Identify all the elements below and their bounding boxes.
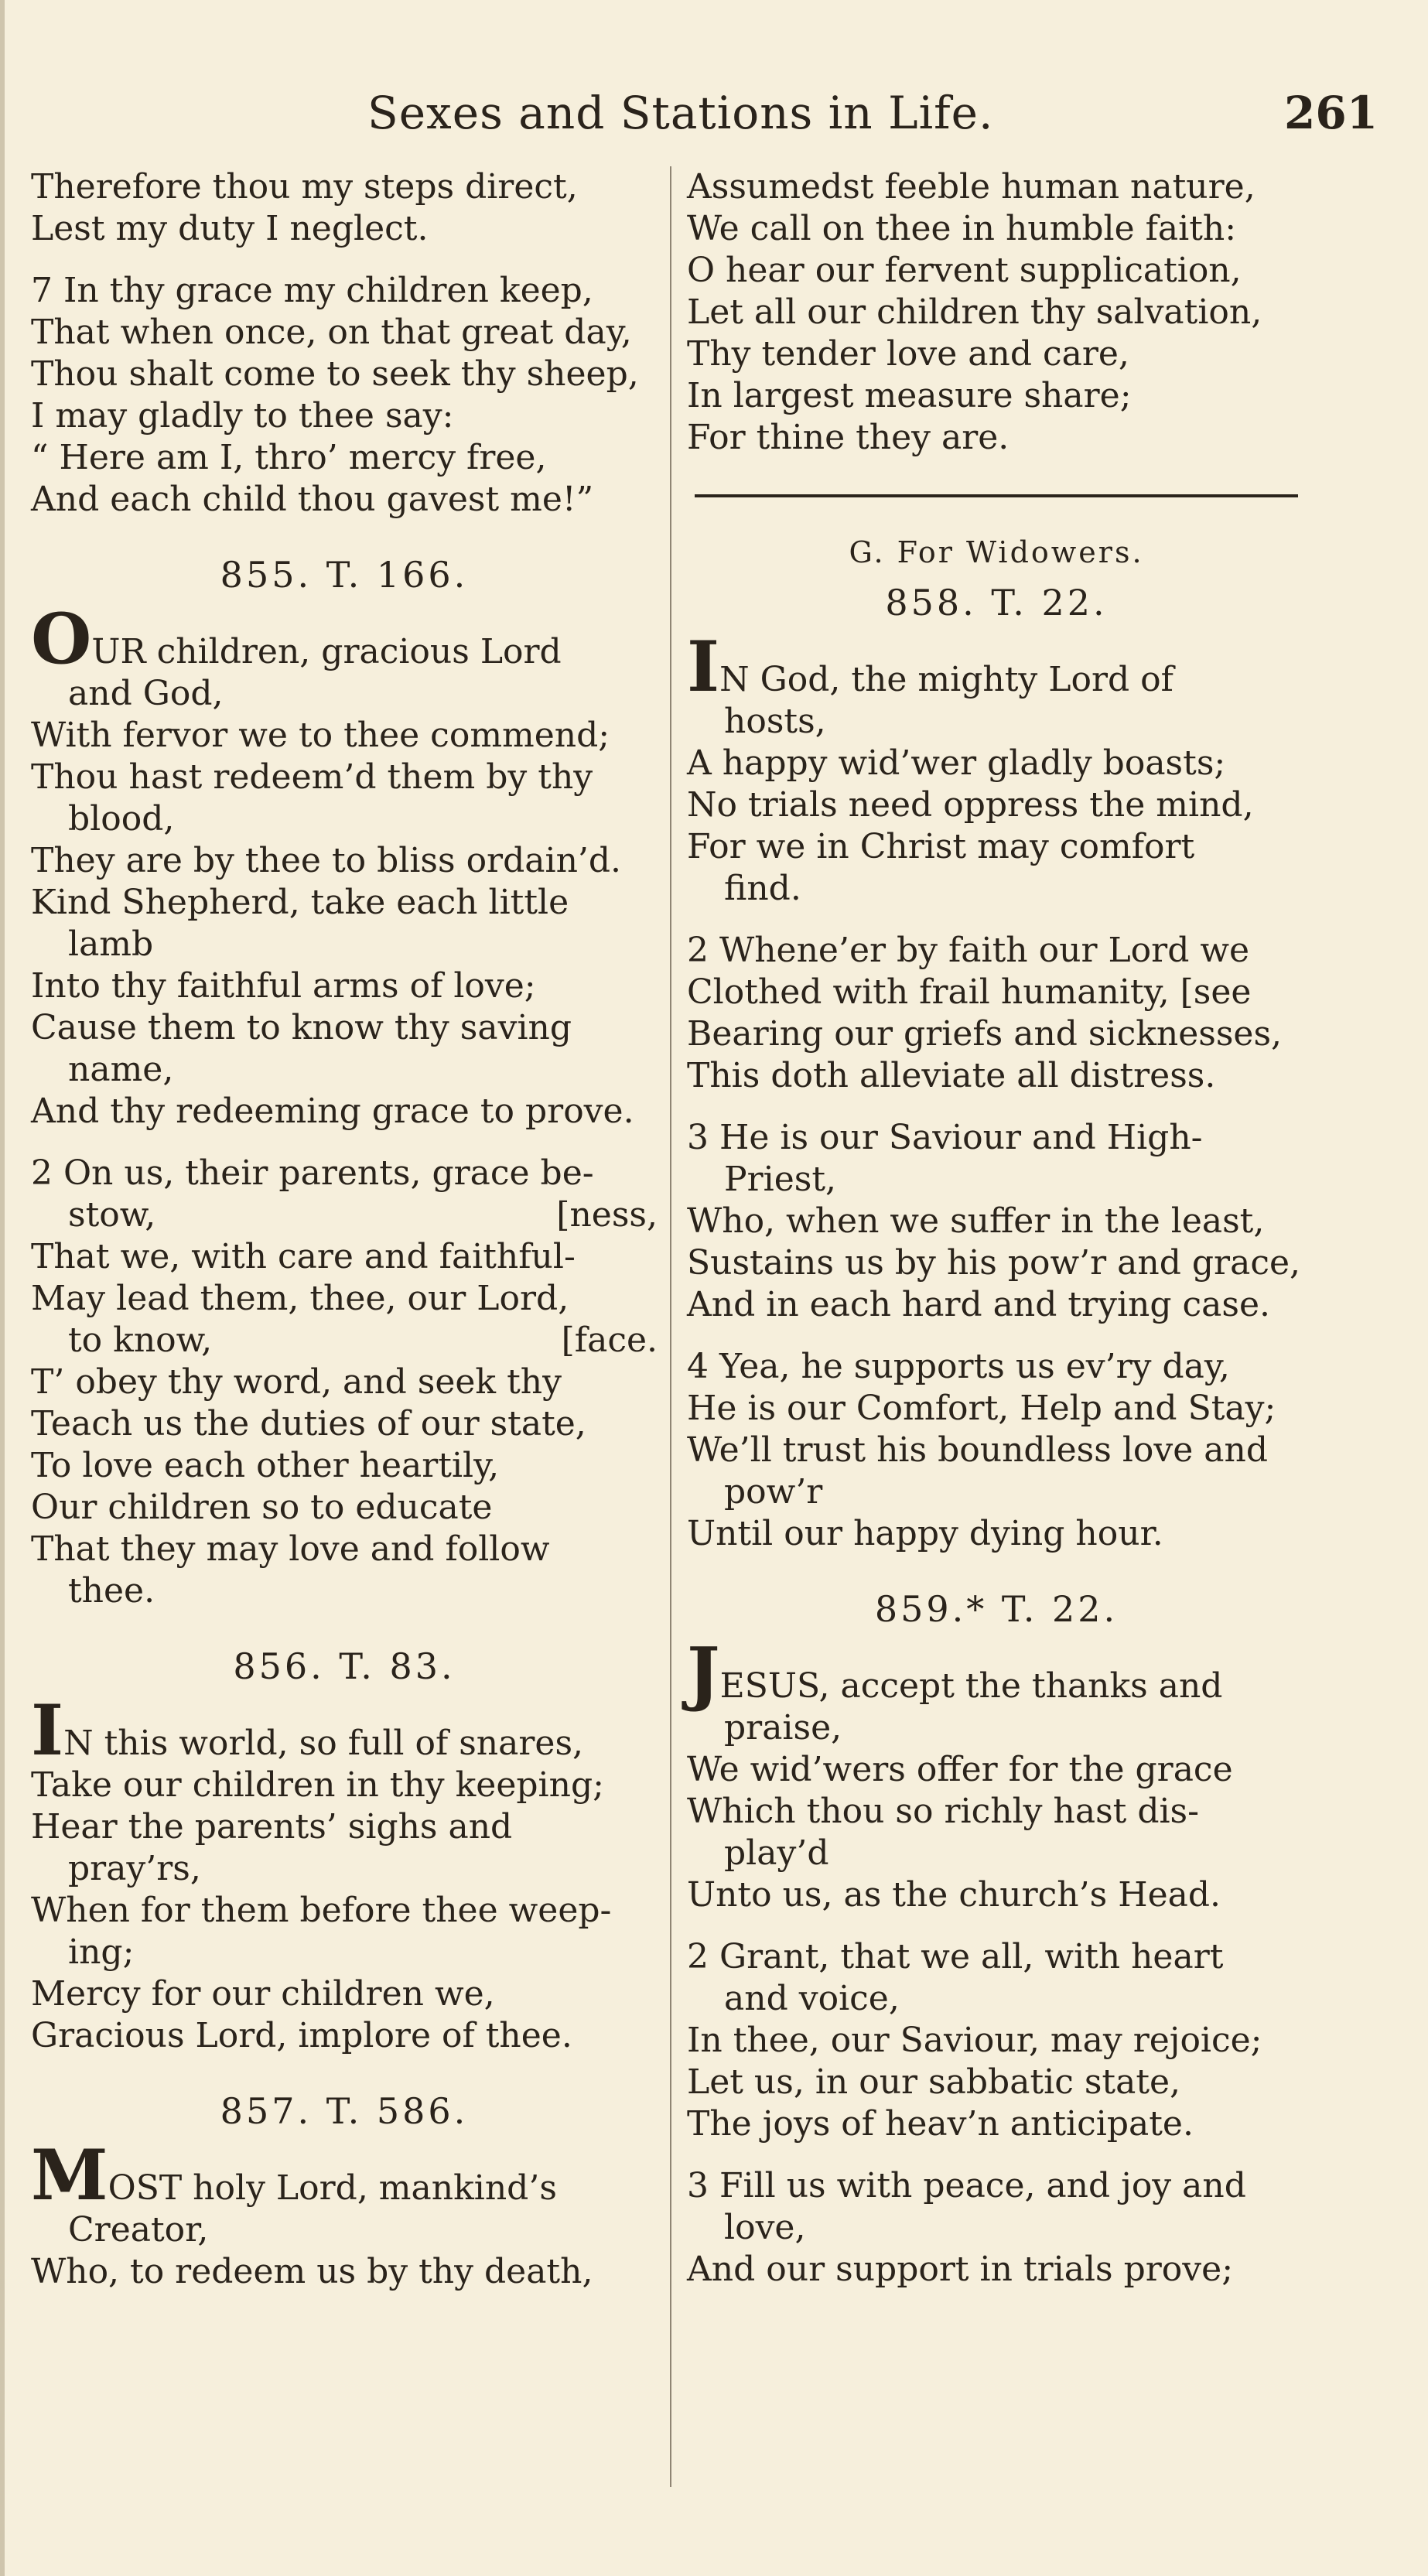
verse-line: 2 On us, their parents, grace be- [31,1153,594,1193]
verse-line: Into thy faithful arms of love; [31,966,536,1006]
verse-line: Thou shalt come to seek thy sheep, [31,354,639,394]
hymn-heading: 855. T. 166. [220,554,469,596]
verse-line: Who, to redeem us by thy death, [31,2252,593,2291]
verse-line: Sustains us by his pow’r and grace, [687,1243,1300,1283]
first-line-text: UR children, gracious Lord [91,632,562,671]
verse-line: No trials need oppress the mind, [687,785,1254,825]
verse-line [31,1194,658,1236]
verse-line: and voice, [724,1979,900,2018]
verse-line: Who, when we suffer in the least, [687,1201,1265,1241]
verse-line: We wid’wers offer for the grace [687,1750,1233,1789]
verse-line: That they may love and follow [31,1529,550,1569]
hymn-heading: 856. T. 83. [233,1645,456,1687]
verse-line: Kind Shepherd, take each little [31,883,569,922]
verse-line: To love each other heartily, [31,1446,500,1485]
verse-line: For we in Christ may comfort [687,827,1195,866]
page-edge [0,0,5,2576]
verse-line: In largest measure share; [687,376,1132,415]
verse-line: and God, [68,674,224,713]
verse-line: ing; [68,1932,135,1972]
drop-initial: O [31,598,92,680]
turnover-text: [face. [561,1320,658,1360]
verse-line: We call on thee in humble faith: [687,209,1237,248]
drop-initial: I [31,1689,64,1771]
verse-line: This doth alleviate all distress. [687,1056,1216,1095]
verse-line: blood, [68,799,175,839]
verse-line: pray’rs, [68,1849,201,1888]
verse-line: 3 He is our Saviour and High- [687,1118,1203,1157]
verse-line: May lead them, thee, our Lord, [31,1279,569,1318]
hymn-heading: 857. T. 586. [220,2090,469,2132]
hymn-first-line [687,626,1306,708]
section-rule [695,494,1298,497]
right-column [687,166,1306,2291]
hymn-first-line [687,1632,1306,1714]
drop-initial: M [31,2134,108,2216]
verse-line: T’ obey thy word, and seek thy [31,1362,562,1402]
verse-line: Lest my duty I neglect. [31,209,429,248]
verse-line: Until our happy dying hour. [687,1514,1163,1553]
verse-line: Bearing our griefs and sicknesses, [687,1014,1283,1054]
verse-line: Take our children in thy keeping; [31,1765,604,1805]
hymn-first-line [31,2134,658,2216]
verse-text: to know, [68,1320,213,1360]
verse-line: 3 Fill us with peace, and joy and [687,2166,1246,2205]
verse-line: With fervor we to thee commend; [31,716,610,755]
verse-line: They are by thee to bliss ordain’d. [31,841,622,880]
column-divider [670,166,671,2487]
verse-line: 2 Whene’er by faith our Lord we [687,931,1250,970]
section-heading: G. For Widowers. [849,535,1144,569]
verse-line: Let all our children thy salvation, [687,292,1262,332]
verse-line: Hear the parents’ sighs and [31,1807,513,1847]
left-column [31,166,658,2293]
verse-line: Cause them to know thy saving [31,1008,572,1047]
verse-line [31,1320,658,1361]
verse-line: thee. [68,1571,155,1611]
first-line-text: OST holy Lord, mankind’s [108,2168,557,2208]
verse-line: Unto us, as the church’s Head. [687,1875,1221,1915]
verse-line: Which thou so richly hast dis- [687,1792,1199,1831]
verse-line: When for them before thee weep- [31,1891,612,1930]
verse-line: And in each hard and trying case. [687,1285,1270,1324]
verse-line: 2 Grant, that we all, with heart [687,1937,1224,1976]
verse-line: Clothed with frail humanity, [see [687,972,1252,1012]
page-header [0,87,1428,149]
verse-line: A happy wid’wer gladly boasts; [687,743,1226,783]
first-line-text: ESUS, accept the thanks and [719,1666,1223,1706]
verse-line: And each child thou gavest me!” [31,480,594,519]
verse-line: In thee, our Saviour, may rejoice; [687,2021,1262,2060]
verse-line: And our support in trials prove; [687,2250,1234,2289]
verse-line: 7 In thy grace my children keep, [31,271,593,310]
verse-line: Teach us the duties of our state, [31,1404,586,1443]
verse-line: Thou hast redeem’d them by thy [31,757,593,797]
verse-line: Thy tender love and care, [687,334,1129,374]
verse-line: Assumedst feeble human nature, [687,167,1255,207]
verse-line: play’d [724,1833,829,1873]
verse-line: For thine they are. [687,418,1010,457]
verse-line: O hear our fervent supplication, [687,251,1242,290]
verse-line: I may gladly to thee say: [31,396,454,436]
verse-line: name, [68,1050,174,1089]
turnover-text: [ness, [556,1195,658,1235]
first-line-text: N this world, so full of snares, [63,1724,584,1763]
hymn-heading: 858. T. 22. [885,582,1108,624]
drop-initial: J [687,1632,720,1714]
verse-line: Our children so to educate [31,1488,493,1527]
verse-line: We’ll trust his boundless love and [687,1430,1269,1470]
verse-line: find. [724,869,801,908]
first-line-text: N God, the mighty Lord of [719,660,1173,699]
page-number: 261 [1284,87,1378,139]
verse-line: love, [724,2208,806,2247]
hymn-heading: 859.* T. 22. [874,1588,1119,1630]
verse-line: The joys of heav’n anticipate. [687,2104,1194,2144]
verse-line: Creator, [68,2210,209,2250]
verse-line: praise, [724,1708,842,1748]
verse-line: Priest, [724,1160,836,1199]
verse-line: Let us, in our sabbatic state, [687,2062,1181,2102]
verse-line: He is our Comfort, Help and Stay; [687,1389,1276,1428]
verse-line: hosts, [724,702,826,741]
verse-line: That we, with care and faithful- [31,1237,576,1276]
hymn-first-line [31,1689,658,1771]
verse-line: 4 Yea, he supports us ev’ry day, [687,1347,1230,1386]
verse-line: That when once, on that great day, [31,313,632,352]
hymn-first-line [31,598,658,680]
drop-initial: I [687,626,720,708]
verse-line: Gracious Lord, implore of thee. [31,2016,572,2055]
verse-line: Mercy for our children we, [31,1974,495,2014]
verse-line: And thy redeeming grace to prove. [31,1092,634,1131]
verse-line: Therefore thou my steps direct, [31,167,578,207]
verse-line: lamb [68,924,154,964]
verse-text: stow, [68,1195,156,1235]
running-title: Sexes and Stations in Life. [367,87,994,139]
verse-line: pow’r [724,1472,823,1512]
verse-line: “ Here am I, thro’ mercy free, [31,438,547,477]
